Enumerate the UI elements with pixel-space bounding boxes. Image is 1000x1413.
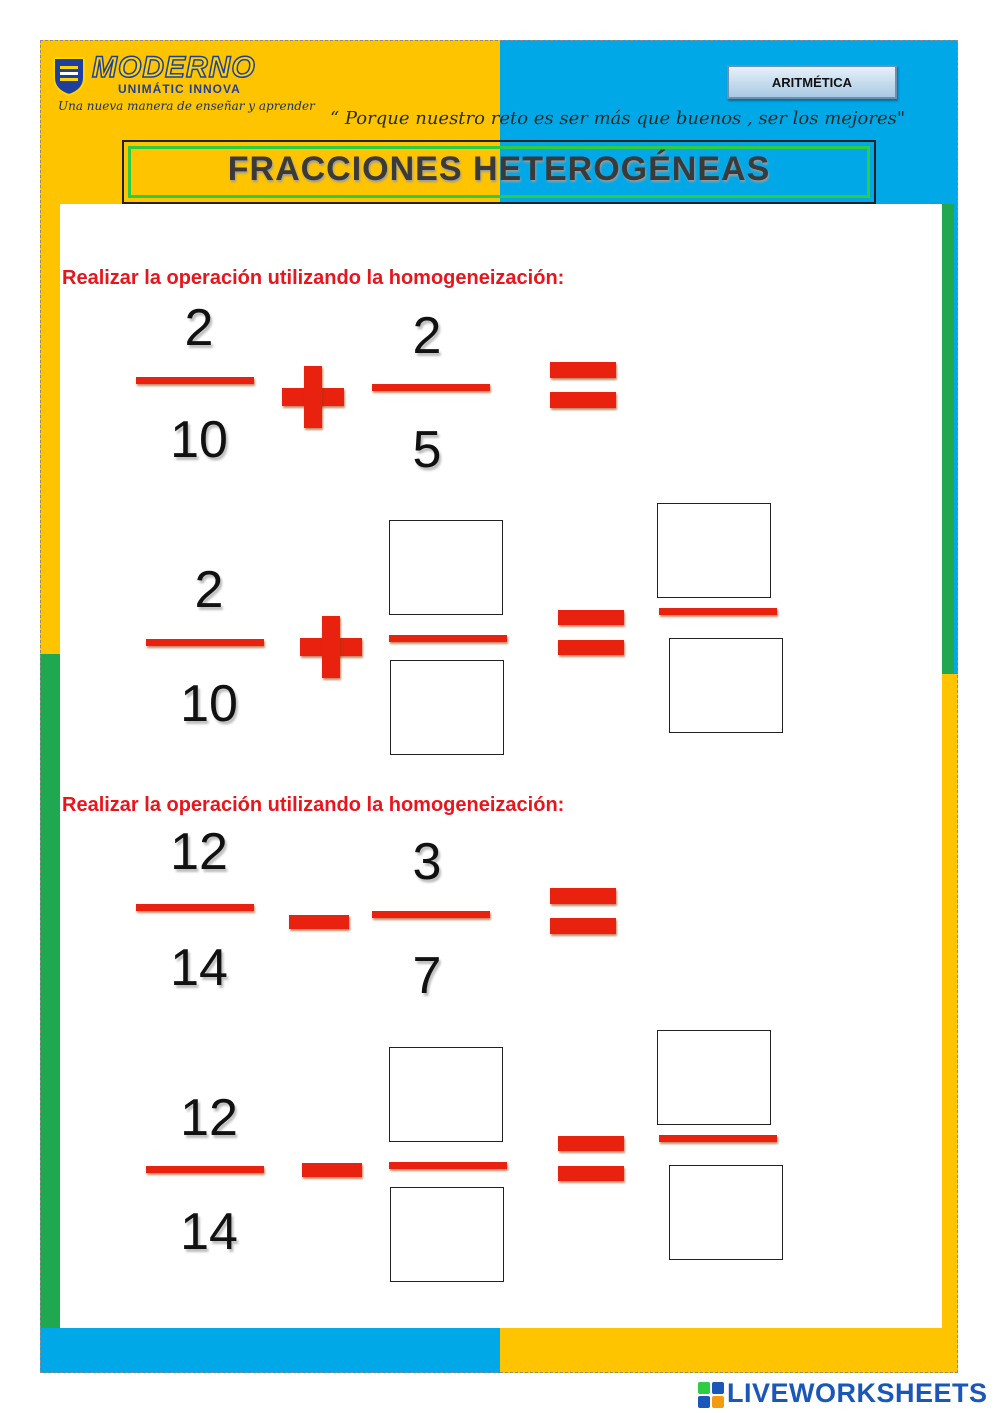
fraction-b-denominator: 5 <box>412 421 442 479</box>
fraction-b-numerator: 2 <box>412 307 442 365</box>
fraction-b-denominator: 7 <box>412 947 442 1005</box>
fraction-a-bar <box>136 377 254 384</box>
fraction-a-denominator: 10 <box>170 411 228 469</box>
equals-icon <box>550 888 616 936</box>
fraction-a-numerator: 12 <box>170 823 228 881</box>
title-box <box>122 140 876 204</box>
answer-fraction-a-denominator: 14 <box>180 1203 238 1261</box>
equals-icon <box>558 1136 624 1182</box>
fraction-b-numerator: 3 <box>412 833 442 891</box>
instruction-1: Realizar la operación utilizando la homogeneización: <box>62 267 565 289</box>
answer-fraction-b-bar <box>389 1162 507 1169</box>
worksheet-body <box>60 204 942 1328</box>
answer-input-b-numerator[interactable] <box>389 520 503 615</box>
minus-icon <box>289 915 349 929</box>
minus-icon <box>302 1163 362 1177</box>
liveworksheets-watermark[interactable]: LIVEWORKSHEETS <box>727 1378 988 1408</box>
answer-input-b-denominator[interactable] <box>390 660 504 755</box>
plus-icon <box>300 616 362 678</box>
answer-fraction-a-bar <box>146 1166 264 1173</box>
answer-fraction-a-bar <box>146 639 264 646</box>
fraction-a-numerator: 2 <box>184 299 214 357</box>
answer-fraction-b-bar <box>389 635 507 642</box>
answer-input-b-denominator[interactable] <box>390 1187 504 1282</box>
result-input-numerator[interactable] <box>657 1030 771 1125</box>
logo-sub: UNIMÁTIC INNOVA <box>118 82 241 96</box>
school-shield-icon <box>52 54 86 96</box>
liveworksheets-logo-icon <box>698 1382 724 1408</box>
instruction-2: Realizar la operación utilizando la homogeneización: <box>62 794 565 816</box>
fraction-a-denominator: 14 <box>170 939 228 997</box>
fraction-b-bar <box>372 911 490 918</box>
result-fraction-bar <box>659 608 777 615</box>
answer-fraction-a-numerator: 12 <box>180 1089 238 1147</box>
result-input-numerator[interactable] <box>657 503 771 598</box>
subject-label: ARITMÉTICA <box>727 65 897 99</box>
equals-icon <box>550 362 616 410</box>
plus-icon <box>282 366 344 428</box>
fraction-b-bar <box>372 384 490 391</box>
result-fraction-bar <box>659 1135 777 1142</box>
result-input-denominator[interactable] <box>669 1165 783 1260</box>
logo-tagline: Una nueva manera de enseñar y aprender <box>58 99 315 113</box>
motto-text: “ Porque nuestro reto es ser más que buenos , ser los mejores" <box>330 108 906 129</box>
equals-icon <box>558 610 624 656</box>
fraction-a-bar <box>136 904 254 911</box>
answer-fraction-a-numerator: 2 <box>194 561 224 619</box>
page-title: FRACCIONES HETEROGÉNEAS <box>227 150 771 188</box>
logo-main: MODERNO <box>92 51 256 84</box>
result-input-denominator[interactable] <box>669 638 783 733</box>
answer-fraction-a-denominator: 10 <box>180 675 238 733</box>
answer-input-b-numerator[interactable] <box>389 1047 503 1142</box>
